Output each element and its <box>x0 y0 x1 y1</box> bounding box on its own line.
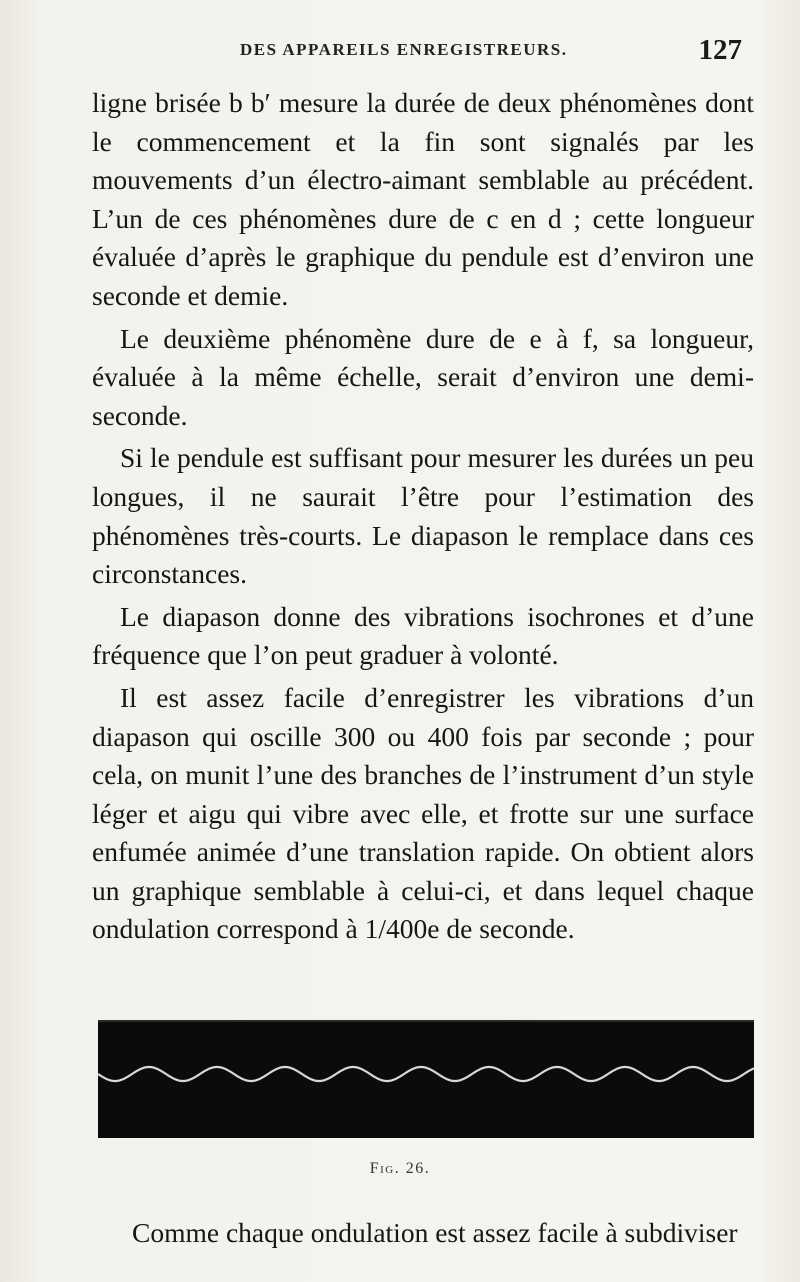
body-text <box>92 84 754 949</box>
running-head: DES APPAREILS ENREGISTREURS. <box>240 40 568 59</box>
tuning-fork-trace-figure <box>98 1020 754 1138</box>
paragraph-2: Le deuxième phénomène dure de e à f, sa longueur, évaluée à la même échelle, serait d’environ une demi-seconde. <box>92 322 754 431</box>
figure-caption: Fig. 26. <box>369 1160 431 1177</box>
page-number: 127 <box>698 34 742 66</box>
paragraph-5: Il est assez facile d’enregistrer les vibrations d’un diapason qui oscille 300 ou 400 fois par seconde ; pour cela, on munit l’une des branches de l’instrument d’un style léger et aigu qui vibre avec elle, et frotte sur une surface enfumée animée d’une translation rapide. On obtient alors un graphique semblable à celui-ci, et dans lequel chaque ondulation correspond à 1/400e de seconde. <box>92 681 754 945</box>
continuation-line: Comme chaque ondulation est assez facile à subdiviser <box>132 1217 738 1248</box>
paragraph-3: Si le pendule est suffisant pour mesurer les durées un peu longues, il ne saurait l’être pour l’estimation des phénomènes très-courts. Le diapason le remplace dans ces circonstances. <box>92 442 754 590</box>
tuning-fork-trace <box>98 1022 754 1138</box>
paragraph-4: Le diapason donne des vibrations isochrones et d’une fréquence que l’on peut graduer à volonté. <box>92 600 754 671</box>
paragraph-1: ligne brisée b b′ mesure la durée de deux phénomènes dont le commencement et la fin sont signalés par les mouvements d’un électro-aimant semblable au précédent. L’un de ces phénomènes dure de c en d ; cette longueur évaluée d’après le graphique du pendule est d’environ une seconde et demie. <box>92 87 754 311</box>
